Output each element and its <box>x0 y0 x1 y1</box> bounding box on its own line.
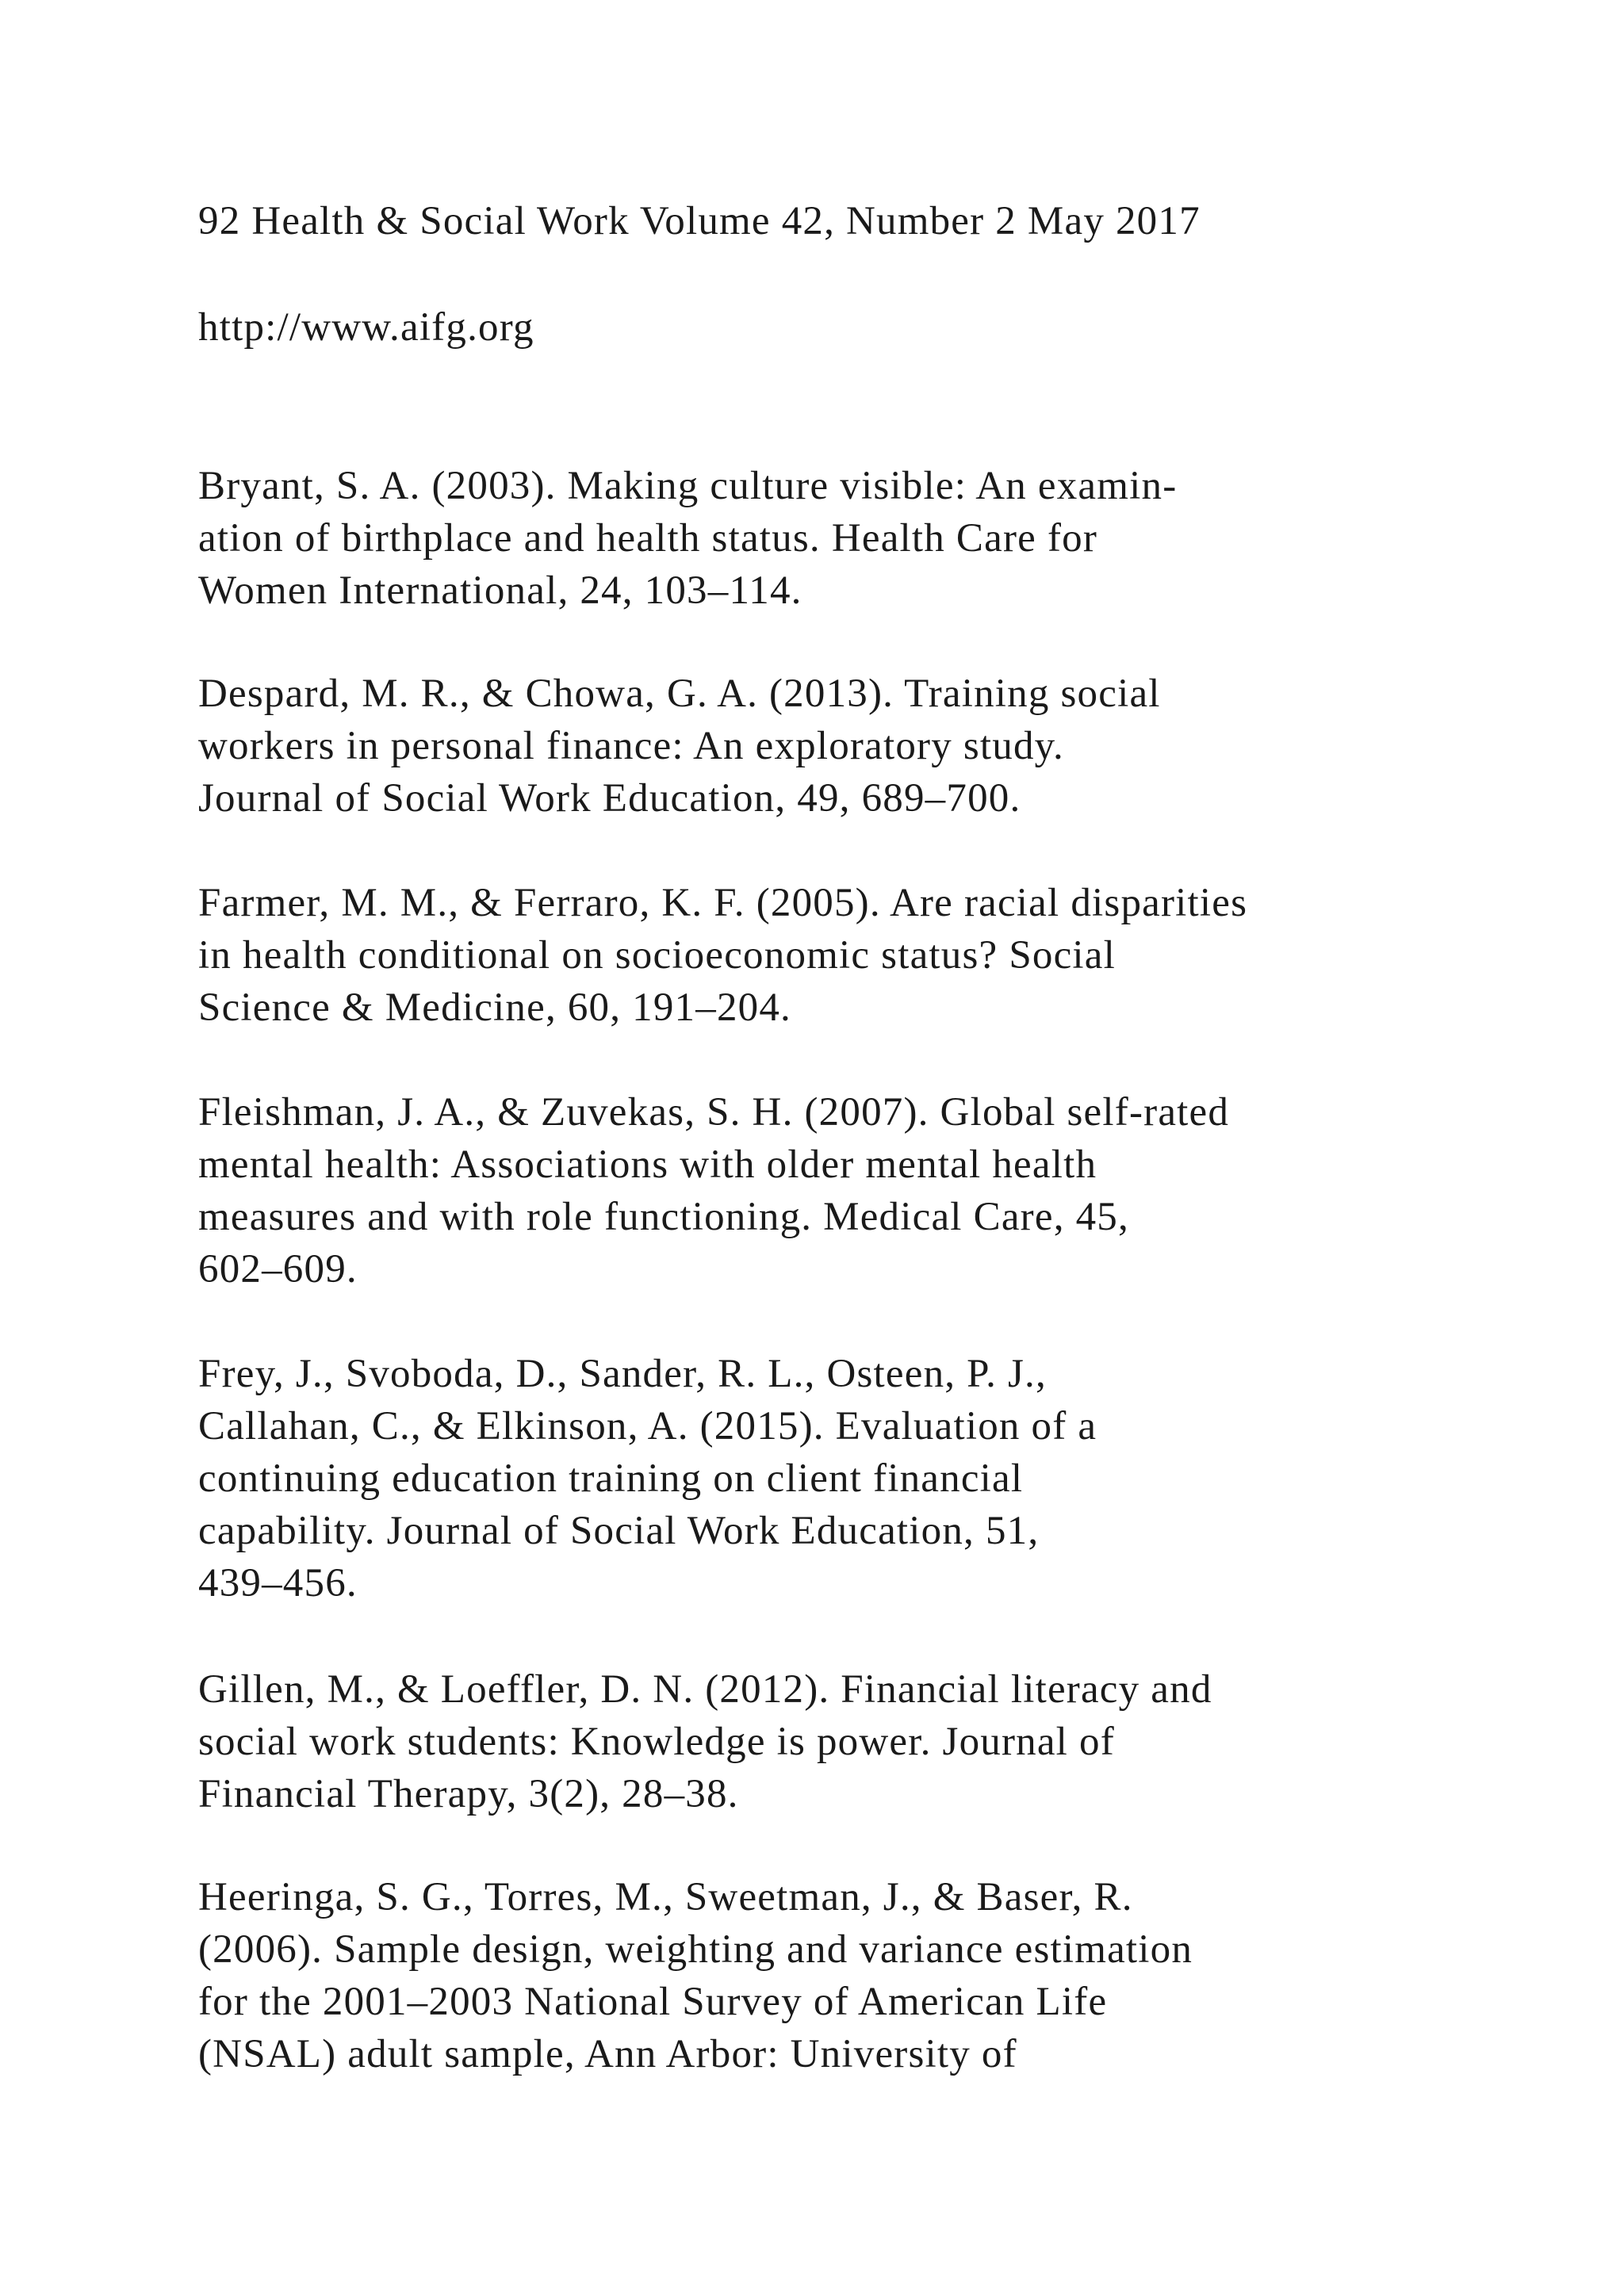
reference-line: social work students: Knowledge is power. Journal of <box>198 1720 1115 1764</box>
reference-line: continuing education training on client financial <box>198 1456 1024 1501</box>
journal-header-line: 92 Health & Social Work Volume 42, Number 2 May 2017 <box>198 199 1201 243</box>
reference-line: mental health: Associations with older mental health <box>198 1142 1097 1187</box>
reference-line: Frey, J., Svoboda, D., Sander, R. L., Osteen, P. J., <box>198 1352 1047 1396</box>
reference-gillen-2012 <box>198 1663 1212 1820</box>
reference-line: Science & Medicine, 60, 191–204. <box>198 985 791 1030</box>
journal-header <box>198 195 1201 247</box>
reference-line: capability. Journal of Social Work Education, 51, <box>198 1509 1040 1553</box>
reference-line: Heeringa, S. G., Torres, M., Sweetman, J., & Baser, R. <box>198 1875 1133 1919</box>
reference-line: in health conditional on socioeconomic status? Social <box>198 933 1116 978</box>
reference-despard-2013 <box>198 668 1161 825</box>
reference-line: Farmer, M. M., & Ferraro, K. F. (2005). Are racial disparities <box>198 881 1248 925</box>
reference-line: measures and with role functioning. Medical Care, 45, <box>198 1195 1129 1239</box>
reference-line: Callahan, C., & Elkinson, A. (2015). Evaluation of a <box>198 1404 1097 1448</box>
reference-line: Despard, M. R., & Chowa, G. A. (2013). Training social <box>198 672 1161 716</box>
reference-line: Financial Therapy, 3(2), 28–38. <box>198 1772 739 1816</box>
reference-line: ation of birthplace and health status. Health Care for <box>198 516 1098 561</box>
reference-line: Bryant, S. A. (2003). Making culture visible: An examin- <box>198 464 1178 508</box>
reference-line: Women International, 24, 103–114. <box>198 568 802 613</box>
reference-farmer-2005 <box>198 877 1247 1034</box>
reference-bryant-2003 <box>198 460 1177 617</box>
reference-line: (NSAL) adult sample, Ann Arbor: University of <box>198 2032 1017 2076</box>
reference-line: Gillen, M., & Loeffler, D. N. (2012). Financial literacy and <box>198 1667 1212 1712</box>
reference-line: workers in personal finance: An exploratory study. <box>198 724 1065 768</box>
reference-line: 439–456. <box>198 1561 358 1605</box>
reference-line: for the 2001–2003 National Survey of American Life <box>198 1980 1108 2024</box>
journal-url-line[interactable]: http://www.aifg.org <box>198 305 534 350</box>
reference-line: (2006). Sample design, weighting and variance estimation <box>198 1927 1193 1972</box>
reference-line: Fleishman, J. A., & Zuvekas, S. H. (2007). Global self-rated <box>198 1090 1230 1135</box>
reference-frey-2015 <box>198 1348 1097 1609</box>
reference-fleishman-2007 <box>198 1086 1229 1295</box>
reference-line: Journal of Social Work Education, 49, 689–700. <box>198 776 1021 821</box>
reference-line: 602–609. <box>198 1247 358 1292</box>
reference-heeringa-2006 <box>198 1871 1193 2080</box>
journal-url[interactable] <box>198 301 534 354</box>
